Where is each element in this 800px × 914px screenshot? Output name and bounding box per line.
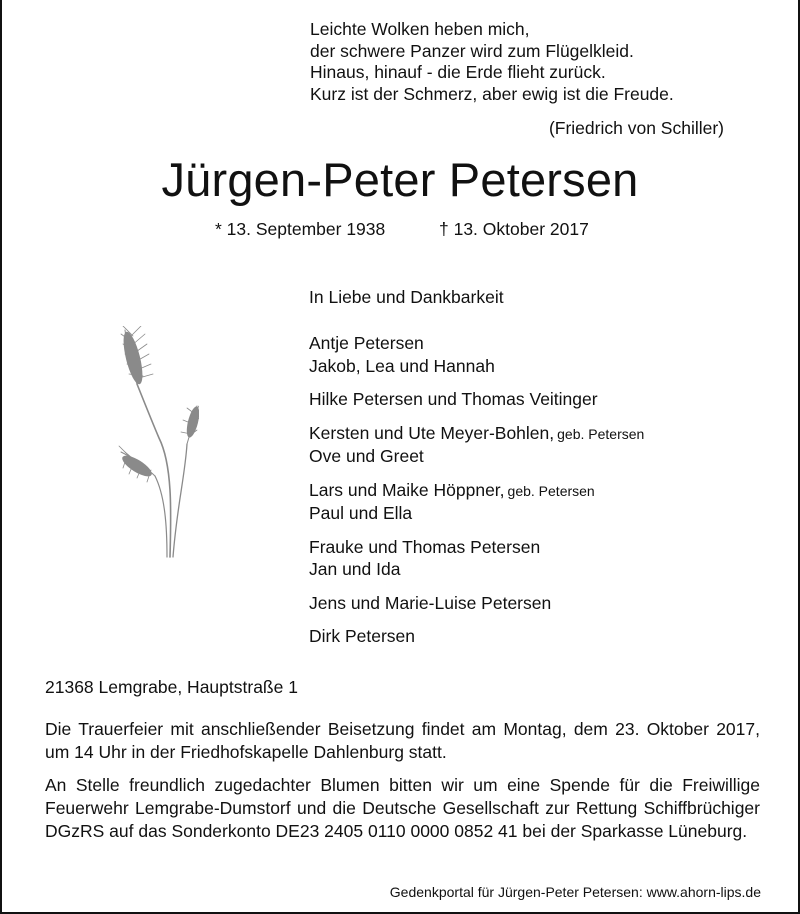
mourner-line: Paul und Ella [309,503,413,523]
poem-author: (Friedrich von Schiller) [548,118,724,138]
dedication: In Liebe und Dankbarkeit [309,287,504,307]
mourner-group [309,536,644,581]
mourner-group [309,422,644,468]
mourner-line-with-nee [309,479,644,503]
donation-notice: An Stelle freundlich zugedachter Blumen bitten wir um eine Spende für die Freiwillige Feuerwehr Lemgrabe-Dumstorf und die Deutsche Gesellschaft zur Rettung Schiffbrüchiger DGzRS auf das Sonderkonto DE23 2405 0110 0000 0852 41 bei der Sparkasse Lüneburg. [45,775,760,841]
nee-label: geb. Petersen [507,482,595,499]
wheat-icon [115,326,199,558]
birth-date: * 13. September 1938 [215,219,386,239]
funeral-notice: Die Trauerfeier mit anschließender Beisetzung findet am Montag, dem 23. Oktober 2017, um 14 Uhr in der Friedhofskapelle Dahlenburg statt. [45,719,760,762]
nee-label: geb. Petersen [557,425,645,442]
mourner-line: Jens und Marie-Luise Petersen [309,592,552,613]
mourner-group [309,479,644,525]
poem [310,19,674,105]
mourner-line: Hilke Petersen und Thomas Veitinger [309,389,598,409]
mourner-group [309,332,644,377]
deceased-name: Jürgen-Peter Petersen [161,153,639,206]
mourner-group [309,388,644,411]
mourner-name: Lars und Maike Höppner, [309,479,505,500]
mourners-list [309,332,644,659]
mourner-line: Antje Petersen [309,333,424,353]
mourner-group [309,592,644,615]
mourner-line: Jan und Ida [309,559,401,579]
address: 21368 Lemgrabe, Hauptstraße 1 [45,677,298,697]
mourner-line: Jakob, Lea und Hannah [309,355,495,376]
poem-line: der schwere Panzer wird zum Flügelkleid. [310,40,634,61]
memorial-portal-link[interactable]: Gedenkportal für Jürgen-Peter Petersen: www.ahorn-lips.de [389,884,761,900]
mourner-line: Ove und Greet [309,446,424,466]
mourner-name: Kersten und Ute Meyer-Bohlen, [309,422,555,443]
poem-line: Hinaus, hinauf - die Erde flieht zurück. [310,62,606,82]
mourner-line: Dirk Petersen [309,626,416,646]
poem-line: Leichte Wolken heben mich, [310,19,530,39]
poem-line: Kurz ist der Schmerz, aber ewig ist die Freude. [310,83,674,104]
death-date: † 13. Oktober 2017 [439,219,589,239]
mourner-line: Frauke und Thomas Petersen [309,536,541,557]
mourner-line-with-nee [309,422,644,446]
mourner-group [309,625,644,648]
